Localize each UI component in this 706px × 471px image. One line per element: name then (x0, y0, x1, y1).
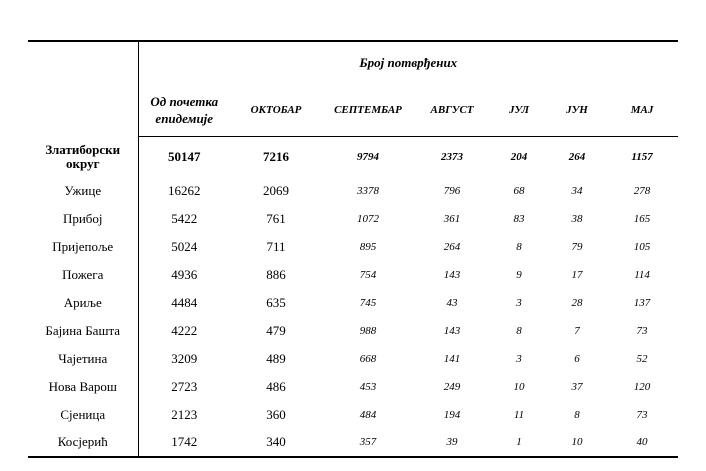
cell-july: 11 (513, 408, 525, 421)
cell-june: 8 (574, 408, 580, 421)
cell-june: 79 (571, 240, 583, 253)
cell-may: 73 (636, 408, 648, 421)
table-row (28, 205, 678, 233)
cell-september: 754 (359, 268, 377, 281)
cell-june: 28 (571, 296, 583, 309)
cell-july: 8 (516, 324, 522, 337)
cell-october: 7216 (263, 148, 289, 164)
row-name: Косјерић (28, 429, 138, 457)
cell-july: 3 (516, 352, 522, 365)
row-name: Ариље (28, 289, 138, 317)
cell-september: 668 (359, 352, 377, 365)
table-row (28, 373, 678, 401)
cell-since-start: 50147 (168, 148, 201, 164)
column-header-august: АВГУСТ (414, 84, 490, 137)
cell-august: 143 (443, 268, 461, 281)
cell-august: 43 (446, 296, 458, 309)
cell-august: 143 (443, 324, 461, 337)
cell-since-start: 4484 (171, 294, 198, 310)
cell-august: 39 (414, 429, 490, 457)
cell-september: 9794 (357, 150, 379, 163)
cell-october: 489 (266, 350, 286, 366)
row-name: Бајина Башта (28, 317, 138, 345)
cell-september: 988 (359, 324, 377, 337)
row-name: Пожега (28, 261, 138, 289)
cell-october: 711 (266, 238, 286, 254)
cell-august: 796 (443, 184, 461, 197)
cell-august: 2373 (441, 150, 463, 163)
row-name: Чајетина (28, 345, 138, 373)
row-name: Златиборски округ (28, 137, 138, 177)
cell-october: 360 (266, 406, 286, 422)
table-row (28, 289, 678, 317)
cell-september: 1072 (357, 212, 379, 225)
cell-september: 3378 (357, 184, 379, 197)
cell-october: 479 (266, 322, 286, 338)
row-name: Сјеница (28, 401, 138, 429)
cell-since-start: 3209 (171, 350, 198, 366)
cell-june: 34 (571, 184, 583, 197)
cell-july: 204 (510, 150, 528, 163)
table-row (28, 401, 678, 429)
cell-september: 895 (359, 240, 377, 253)
cell-july: 83 (513, 212, 525, 225)
cell-since-start: 4936 (171, 266, 198, 282)
cell-september: 745 (359, 296, 377, 309)
cell-may: 105 (633, 240, 651, 253)
cell-july: 10 (513, 380, 525, 393)
cell-august: 249 (443, 380, 461, 393)
column-header-since-start: Од почетка епидемије (138, 84, 230, 137)
cell-may: 278 (633, 184, 651, 197)
row-name: Нова Варош (28, 373, 138, 401)
cell-september: 357 (322, 429, 414, 457)
cell-july: 68 (513, 184, 525, 197)
group-header-row (28, 41, 678, 84)
cell-june: 10 (548, 429, 606, 457)
cell-october: 886 (266, 266, 286, 282)
table-row (28, 261, 678, 289)
column-header-september: СЕПТЕМБАР (322, 84, 414, 137)
table-row (28, 233, 678, 261)
cell-since-start: 5024 (171, 238, 198, 254)
cell-since-start: 2723 (171, 378, 198, 394)
cell-since-start: 1742 (138, 429, 230, 457)
covid-cases-table (28, 40, 678, 458)
group-header: Број потврђених (138, 41, 678, 84)
cell-october: 340 (230, 429, 322, 457)
cell-may: 120 (633, 380, 651, 393)
cell-june: 37 (571, 380, 583, 393)
cell-since-start: 2123 (171, 406, 198, 422)
cell-june: 17 (571, 268, 583, 281)
cell-since-start: 16262 (168, 182, 201, 198)
cell-may: 114 (634, 268, 650, 281)
covid-cases-table-container (28, 40, 678, 458)
table-row (28, 317, 678, 345)
table-row-total (28, 137, 678, 177)
cell-may: 1157 (631, 150, 653, 163)
cell-since-start: 4222 (171, 322, 198, 338)
cell-september: 453 (359, 380, 377, 393)
cell-may: 73 (636, 324, 648, 337)
row-name: Ужице (28, 177, 138, 205)
cell-october: 761 (266, 210, 286, 226)
table-row (28, 177, 678, 205)
table-row (28, 345, 678, 373)
cell-may: 40 (606, 429, 678, 457)
stub-header (28, 41, 138, 137)
cell-september: 484 (359, 408, 377, 421)
cell-may: 52 (636, 352, 648, 365)
cell-june: 6 (574, 352, 580, 365)
cell-august: 264 (443, 240, 461, 253)
row-name: Пријепоље (28, 233, 138, 261)
column-header-may: МАЈ (606, 84, 678, 137)
cell-june: 38 (571, 212, 583, 225)
cell-july: 3 (516, 296, 522, 309)
column-header-june: ЈУН (548, 84, 606, 137)
column-header-july: ЈУЛ (490, 84, 548, 137)
cell-since-start: 5422 (171, 210, 198, 226)
cell-june: 7 (574, 324, 580, 337)
cell-july: 1 (490, 429, 548, 457)
cell-may: 137 (633, 296, 651, 309)
cell-may: 165 (633, 212, 651, 225)
cell-august: 361 (443, 212, 461, 225)
cell-july: 8 (516, 240, 522, 253)
cell-july: 9 (516, 268, 522, 281)
column-header-october: ОКТОБАР (230, 84, 322, 137)
table-row (28, 429, 678, 457)
cell-august: 194 (443, 408, 461, 421)
cell-june: 264 (568, 150, 586, 163)
row-name: Прибој (28, 205, 138, 233)
cell-october: 486 (266, 378, 286, 394)
cell-october: 2069 (263, 182, 289, 198)
cell-october: 635 (266, 294, 286, 310)
cell-august: 141 (443, 352, 461, 365)
